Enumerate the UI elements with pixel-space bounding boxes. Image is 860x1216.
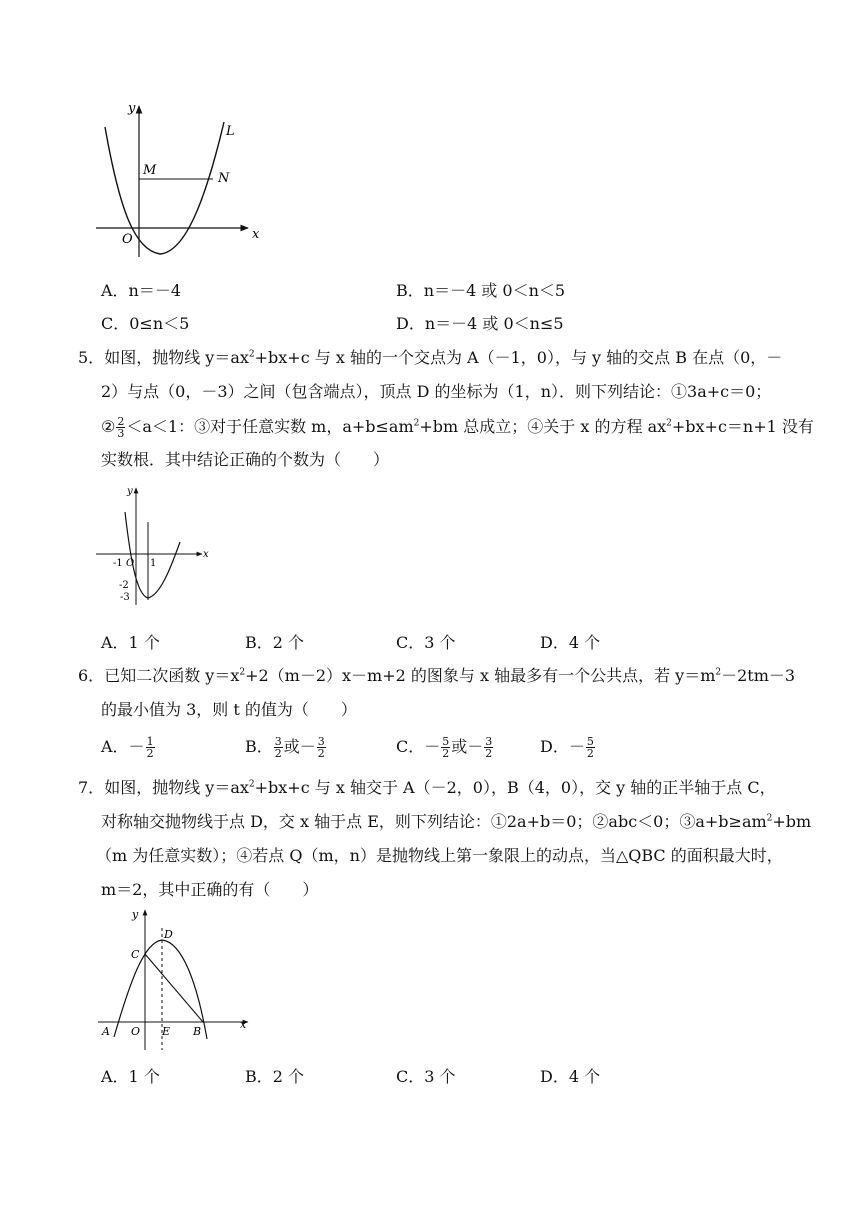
y-axis-label: y — [132, 908, 139, 921]
fraction — [116, 416, 125, 439]
fraction-numerator: 1 — [146, 735, 154, 748]
fraction-numerator: 3 — [317, 735, 325, 748]
q5-option-c[interactable]: C．3 个 — [396, 633, 456, 652]
superscript: 2 — [248, 779, 255, 790]
fraction — [317, 736, 326, 759]
q7-option-c[interactable]: C．3 个 — [396, 1067, 456, 1086]
origin-label: O — [122, 232, 133, 247]
q5-stem-line-4: 实数根．其中结论正确的个数为（ ） — [101, 450, 390, 469]
fraction-numerator: 2 — [117, 415, 125, 428]
q6-option-d[interactable] — [540, 736, 596, 759]
tick-neg2: -2 — [119, 580, 129, 591]
q7-option-a[interactable]: A．1 个 — [101, 1067, 160, 1086]
q4-option-c[interactable]: C．0≤n＜5 — [101, 314, 190, 333]
text: ＜a＜1：③对于任意实数 m，a+b≤am — [126, 417, 414, 436]
superscript: 2 — [766, 813, 773, 824]
q4-option-d[interactable]: D．n＝－4 或 0＜n≤5 — [396, 314, 564, 333]
x-axis-label: x — [252, 227, 260, 242]
text: +bm — [772, 812, 812, 831]
tick-1: 1 — [150, 558, 157, 569]
text: 已知二次函数 y＝x — [104, 666, 240, 685]
curve-l-label: L — [226, 124, 235, 139]
tick-neg1: -1 — [113, 558, 123, 569]
fraction-denominator: 2 — [317, 747, 325, 760]
segment-cb — [145, 954, 203, 1022]
superscript: 2 — [239, 667, 246, 678]
fraction — [441, 736, 450, 759]
point-n-label: N — [218, 171, 230, 186]
fraction-denominator: 2 — [586, 747, 594, 760]
option-label: C．－ — [396, 737, 441, 756]
q7-option-b[interactable]: B．2 个 — [245, 1067, 305, 1086]
superscript: 2 — [715, 667, 722, 678]
text: +bx+c 与 x 轴的一个交点为 A（－1，0），与 y 轴的交点 B 在点（0，－ — [254, 348, 783, 367]
text: －2tm－3 — [721, 666, 796, 685]
q5-option-b[interactable]: B．2 个 — [245, 633, 305, 652]
fraction — [274, 736, 283, 759]
superscript: 2 — [666, 418, 672, 429]
q5-stem-line-2: 2）与点（0，－3）之间（包含端点），顶点 D 的坐标为（1，n）．则下列结论：①3a+c＝0； — [101, 382, 772, 401]
option-label: B． — [245, 737, 273, 756]
q4-parabola-figure — [90, 92, 270, 262]
text: 如图，抛物线 y＝ax — [104, 778, 249, 797]
question-number: 7． — [78, 778, 105, 797]
q5-stem-line-1 — [78, 348, 782, 368]
q5-stem-line-3 — [101, 416, 814, 439]
fraction — [484, 736, 493, 759]
x-axis-label: x — [203, 549, 209, 560]
text: 或－ — [451, 737, 484, 756]
text: +bm 总成立；④关于 x 的方程 ax — [419, 417, 667, 436]
text: 如图，抛物线 y＝ax — [104, 348, 249, 367]
text: 对称轴交抛物线于点 D，交 x 轴于点 E，则下列结论：①2a+b＝0；②abc＜0；③a+b≥am — [101, 812, 767, 831]
question-number: 5． — [78, 348, 105, 367]
q7-stem-line-1 — [78, 778, 776, 798]
point-b-label: B — [193, 1025, 202, 1038]
y-axis-label: y — [127, 486, 133, 497]
text: +bx+c 与 x 轴交于 A（－2，0），B（4，0），交 y 轴的正半轴于点 C， — [254, 778, 776, 797]
fraction-numerator: 5 — [442, 735, 450, 748]
fraction — [586, 736, 595, 759]
q5-option-a[interactable]: A．1 个 — [101, 633, 160, 652]
q4-option-b[interactable]: B．n＝－4 或 0＜n＜5 — [396, 281, 566, 300]
point-e-label: E — [162, 1025, 171, 1038]
fraction-denominator: 2 — [485, 747, 493, 760]
q6-option-c[interactable] — [396, 736, 494, 759]
q5-parabola-figure — [92, 480, 222, 610]
parabola-curve — [125, 512, 180, 598]
fraction-denominator: 2 — [146, 747, 154, 760]
q6-option-a[interactable] — [101, 736, 156, 759]
q7-stem-line-3: （m 为任意实数）；④若点 Q（m，n）是抛物线上第一象限上的动点，当△QBC 的面积最大时， — [96, 846, 783, 865]
point-m-label: M — [143, 163, 157, 178]
fraction-numerator: 3 — [274, 735, 282, 748]
point-c-label: C — [131, 948, 140, 961]
superscript: 2 — [413, 418, 420, 429]
q7-stem-line-2 — [101, 812, 811, 832]
text: 或－ — [283, 737, 316, 756]
superscript: 2 — [248, 349, 255, 360]
text: ② — [101, 417, 116, 436]
point-d-label: D — [164, 928, 173, 941]
question-number: 6． — [78, 666, 105, 685]
q5-option-d[interactable]: D．4 个 — [540, 633, 601, 652]
fraction-numerator: 3 — [485, 735, 493, 748]
fraction-denominator: 2 — [442, 747, 450, 760]
origin-label: O — [126, 558, 135, 569]
x-axis-label: x — [240, 1018, 247, 1031]
fraction-denominator: 3 — [117, 427, 125, 440]
q4-option-a[interactable]: A．n＝－4 — [101, 281, 182, 300]
q6-stem-line-2: 的最小值为 3，则 t 的值为（ ） — [101, 700, 357, 719]
q6-stem-line-1 — [78, 666, 795, 686]
text: +bx+c＝n+1 没有 — [671, 417, 814, 436]
text: +2（m－2）x－m+2 的图象与 x 轴最多有一个公共点，若 y＝m — [245, 666, 716, 685]
option-label: D．－ — [540, 737, 585, 756]
origin-label: O — [131, 1025, 141, 1038]
q7-parabola-figure — [92, 902, 262, 1052]
q6-option-b[interactable] — [245, 736, 327, 759]
y-axis-label: y — [128, 101, 136, 116]
fraction-denominator: 2 — [274, 747, 282, 760]
tick-neg3: -3 — [120, 592, 130, 603]
q7-stem-line-4: m＝2，其中正确的有（ ） — [101, 880, 319, 899]
q7-option-d[interactable]: D．4 个 — [540, 1067, 601, 1086]
fraction — [146, 736, 155, 759]
point-a-label: A — [102, 1025, 110, 1038]
option-label: A．－ — [101, 737, 145, 756]
fraction-numerator: 5 — [586, 735, 594, 748]
